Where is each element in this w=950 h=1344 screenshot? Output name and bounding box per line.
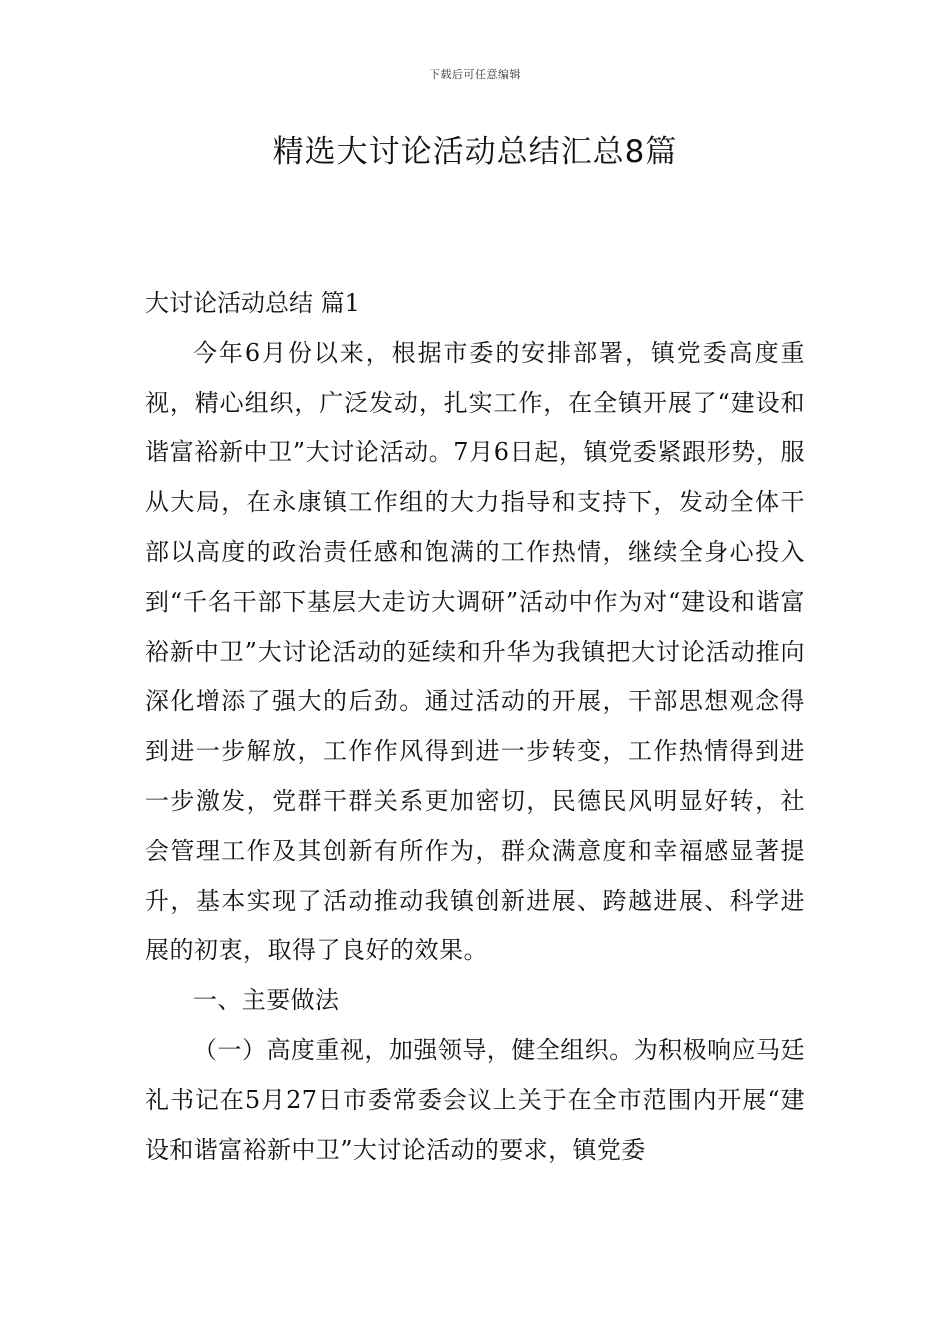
section-heading: 大讨论活动总结 篇1 — [145, 289, 360, 317]
document-body — [145, 279, 805, 1175]
header-note: 下载后可任意编辑 — [429, 68, 521, 81]
body-paragraph-measures: （一）高度重视，加强领导，健全组织。为积极响应马廷礼书记在5月27日市委常委会议上关于在全市范围内开展“建设和谐富裕新中卫”大讨论活动的要求，镇党委 — [145, 1035, 805, 1164]
document-title: 精选大讨论活动总结汇总8篇 — [272, 134, 678, 170]
subsection-heading: 一、主要做法 — [193, 986, 340, 1015]
body-paragraph-intro: 今年6月份以来，根据市委的安排部署，镇党委高度重视，精心组织，广泛发动，扎实工作，在全镇开展了“建设和谐富裕新中卫”大讨论活动。7月6日起，镇党委紧跟形势，服从大局，在永康镇工作组的大力指导和支持下，发动全体干部以高度的政治责任感和饱满的工作热情，继续全身心投入到“千名干部下基层大走访大调研”活动中作为对“建设和谐富裕新中卫”大讨论活动的延续和升华为我镇把大讨论活动推向深化增添了强大的后劲。通过活动的开展，干部思想观念得到进一步解放，工作作风得到进一步转变，工作热情得到进一步激发，党群干群关系更加密切，民德民风明显好转，社会管理工作及其创新有所作为，群众满意度和幸福感显著提升，基本实现了活动推动我镇创新进展、跨越进展、科学进展的初衷，取得了良好的效果。 — [145, 338, 805, 965]
